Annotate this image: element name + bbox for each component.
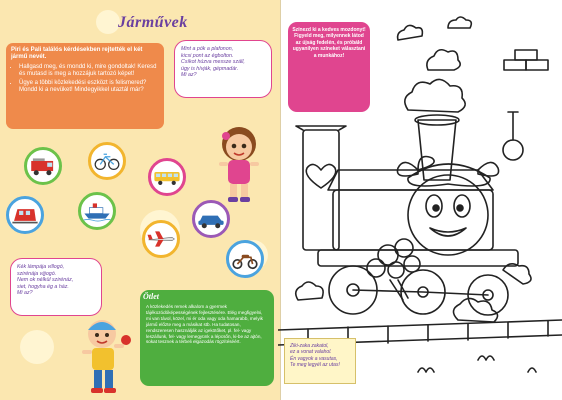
coloring-instruction: Színezd ki a kedves mozdonyt! Figyeld meg, milyennek látod az újság fedelén, és próbáld ugyanilyen színeket választani a munkához! [292,27,366,59]
riddle-line: Mint a pók a plafonon, [181,46,234,52]
girl-character-illustration [210,122,268,204]
flower-decoration [20,330,54,364]
riddle-line: Kék lámpája villogó, [17,264,65,270]
bus-icon [151,161,183,193]
poem-line: Ziki-zaka zakatol, [290,343,329,349]
tip-box [140,290,274,386]
task-bullet: • Ügye a többi közlekedési eszközt is felismered? Mondd ki a nevüket! Mindegyikkel utaztál már? [19,80,159,95]
poem-line: ez a vonat valahol. [290,349,332,356]
tip-title: Ötlet [143,292,159,301]
vehicle-bicycle[interactable] [88,142,126,180]
bicycle-icon [91,145,123,177]
riddle-line: Mi az? [17,290,33,297]
vehicle-bus[interactable] [148,158,186,196]
poem-line: Én vagyok a vasutas, [290,355,338,362]
riddle-line: Nem ok nélkül szirénáz, [17,277,74,284]
coloring-instruction-box [288,22,370,112]
poem-box [284,338,356,384]
riddle-line: szirénája vijjogó. [17,270,57,277]
poem-line: Te meg legyél az utas! [290,361,340,368]
riddle-line: úgy is hívják, gépmadár. [181,65,239,72]
car-icon [195,203,227,235]
flower-decoration [96,10,120,34]
fire-truck-icon [27,150,59,182]
vehicle-train[interactable] [6,196,44,234]
riddle-line: Mi az? [181,72,197,79]
task-intro: Piri és Pali találós kérdésekben rejtették el két jármű nevét. [11,47,143,61]
tip-text: A közlekedés remek alkalom a gyermek tájékozódóképességének fejlesztésére. Elég megfigyelni, mi van távol, közel, mi ér oda vagy oda hamarabb, melyik jármű előzte meg a másikat stb. Ha tudatosan, rendszeresen használják az igekötőket, pl. fel- vagy leszállunk, fel- vagy lemegyünk a lépcsőn, ki-be az ajtón, sokat tesznek a térbeli elgazodás rögzítéséért. [146,304,263,345]
motorbike-icon [229,243,261,275]
ship-icon [81,195,113,227]
riddle-line: kicsi pont az égbolton. [181,52,234,59]
vehicle-ship[interactable] [78,192,116,230]
vehicle-motorbike[interactable] [226,240,264,278]
riddle-line: Csíkot húzva messze száll, [181,59,245,66]
vehicle-car[interactable] [192,200,230,238]
vehicle-airplane[interactable] [142,220,180,258]
boy-character-illustration [76,316,132,396]
riddle-line: siet, hogyha ég a ház. [17,283,69,290]
task-bullets [11,64,159,95]
task-bullet: • Hallgasd meg, és mondd ki, mire gondoltak! Keresd és mutasd is meg a hozzájuk tartozó képet! [19,64,159,79]
vehicle-fire-truck[interactable] [24,147,62,185]
riddle-bubble-fire-truck [10,258,102,316]
airplane-icon [145,223,177,255]
page-title: Járművek [118,14,188,31]
task-box [6,43,164,129]
riddle-bubble-airplane [174,40,272,98]
train-icon [9,199,41,231]
